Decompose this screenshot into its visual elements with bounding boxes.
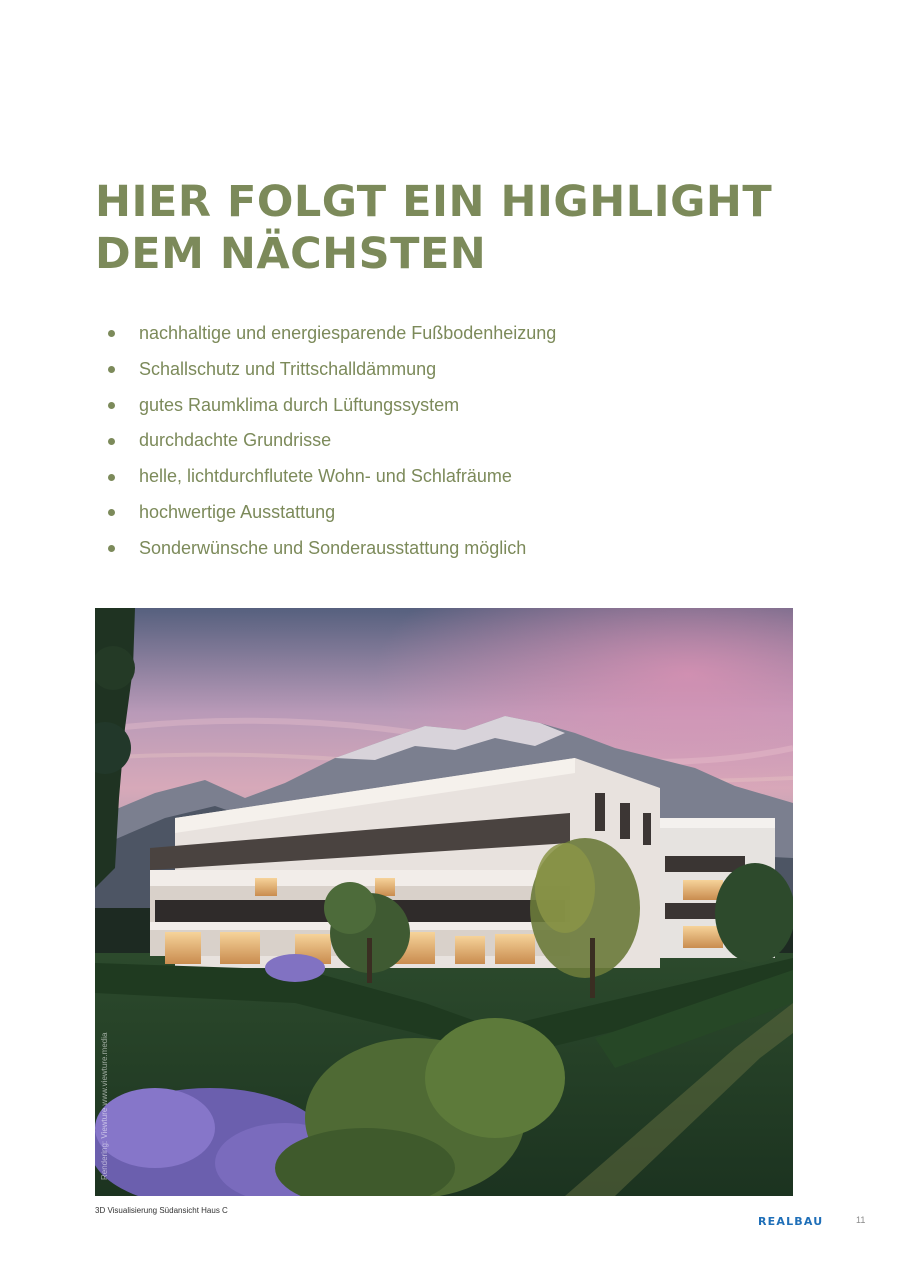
bullet-icon	[108, 438, 115, 445]
feature-item	[108, 352, 728, 388]
brand-logo: REALBAU	[758, 1215, 824, 1228]
photo-credit: Rendering: Viewture www.viewture.media	[100, 1032, 109, 1180]
feature-text: Sonderwünsche und Sonderausstattung möglich	[139, 537, 527, 558]
headline-line-2: DEM NÄCHSTEN	[95, 229, 487, 279]
feature-list	[108, 316, 728, 567]
feature-text: hochwertige Ausstattung	[139, 501, 336, 522]
bullet-icon	[108, 402, 115, 409]
feature-item	[108, 388, 728, 424]
feature-item	[108, 495, 728, 531]
bullet-icon	[108, 545, 115, 552]
bullet-icon	[108, 330, 115, 337]
feature-item	[108, 531, 728, 567]
feature-text: durchdachte Grundrisse	[139, 430, 332, 451]
photo-caption: 3D Visualisierung Südansicht Haus C	[95, 1206, 228, 1215]
feature-item	[108, 423, 728, 459]
building-rendering	[95, 608, 793, 1196]
feature-text: nachhaltige und energiesparende Fußbodenheizung	[139, 323, 557, 343]
feature-text: helle, lichtdurchflutete Wohn- und Schlafräume	[139, 466, 512, 487]
feature-text: gutes Raumklima durch Lüftungssystem	[139, 394, 460, 415]
feature-item	[108, 316, 728, 352]
feature-text: Schallschutz und Trittschalldämmung	[139, 358, 437, 379]
headline-line-1: HIER FOLGT EIN HIGHLIGHT	[95, 177, 773, 227]
bullet-icon	[108, 366, 115, 373]
bullet-icon	[108, 509, 115, 516]
bullet-icon	[108, 474, 115, 481]
page-number: 11	[856, 1215, 866, 1225]
page-headline	[95, 176, 815, 280]
feature-item	[108, 459, 728, 495]
